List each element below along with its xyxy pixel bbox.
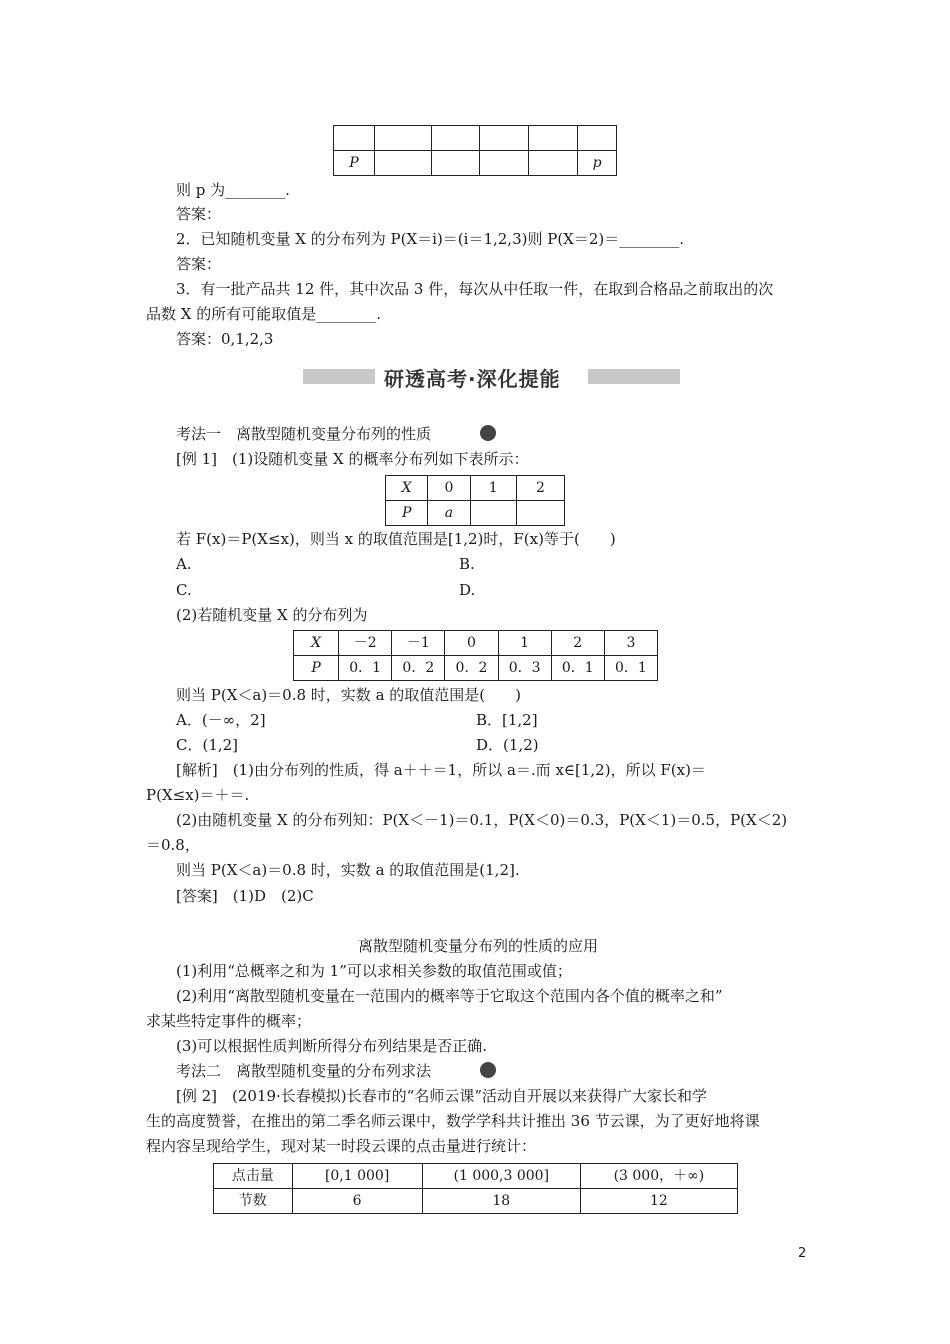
question-3-line-2: 品数 X 的所有可能取值是________. — [146, 305, 381, 323]
table-cell: X — [294, 631, 339, 656]
example-1-condition: 若 F(x)＝P(X≤x)，则当 x 的取值范围是[1,2)时，F(x)等于( ) — [176, 530, 616, 548]
summary-title: 离散型随机变量分布列的性质的应用 — [358, 937, 599, 955]
table-cell: 0．1 — [551, 656, 604, 681]
example-1-answer: [答案] (1)D (2)C — [176, 887, 314, 905]
table-cell — [334, 126, 375, 151]
table-cell: p — [578, 151, 617, 176]
page-number: 2 — [798, 1246, 807, 1261]
table-cell — [480, 151, 529, 176]
table-cell — [431, 151, 480, 176]
example-2-line-1: [例 2] (2019·长春模拟)长春市的“名师云课”活动自开展以来获得广大家长和学 — [176, 1087, 708, 1105]
table-cell: －1 — [392, 631, 445, 656]
table-cell: P — [294, 656, 339, 681]
table-cell: 6 — [292, 1189, 422, 1214]
banner-left-text: 研透高考 — [384, 367, 468, 391]
analysis-line-3: (2)由随机变量 X 的分布列知：P(X＜－1)＝0.1，P(X＜0)＝0.3，P(X＜1)＝0.5，P(X＜2) — [176, 811, 788, 829]
marker-dot-icon — [480, 1062, 496, 1078]
banner-right-bar — [588, 369, 680, 384]
question-1-line: 则 p 为________. — [176, 181, 290, 199]
summary-item-3: (3)可以根据性质判断所得分布列结果是否正确. — [176, 1037, 488, 1055]
banner-dot: · — [468, 367, 477, 391]
table-cell: P — [386, 501, 428, 526]
question-3-answer: 答案：0,1,2,3 — [176, 330, 274, 348]
table-cell: 0．2 — [392, 656, 445, 681]
option-2-d: D．(1,2) — [476, 736, 539, 754]
marker-dot-icon — [480, 425, 496, 441]
click-count-table — [213, 1163, 738, 1214]
table-cell: 节数 — [214, 1189, 293, 1214]
table-cell — [480, 126, 529, 151]
summary-item-1: (1)利用“总概率之和为 1”可以求相关参数的取值范围或值； — [176, 962, 572, 980]
table-cell — [516, 501, 564, 526]
question-1-answer: 答案： — [176, 205, 222, 223]
section-banner — [384, 363, 561, 392]
option-2-c: C．(1,2] — [176, 736, 239, 754]
table-row — [214, 1189, 738, 1214]
question-2-line: 2．已知随机变量 X 的分布列为 P(X＝i)＝(i＝1,2,3)则 P(X＝2)＝________. — [176, 230, 685, 248]
question-2-answer: 答案： — [176, 255, 222, 273]
example-1-intro: [例 1] (1)设随机变量 X 的概率分布列如下表所示： — [176, 450, 529, 468]
table-cell — [431, 126, 480, 151]
table-cell: 0．2 — [445, 656, 498, 681]
example-1-table — [385, 475, 565, 526]
option-2-b: B．[1,2] — [476, 711, 538, 729]
analysis-line-5: 则当 P(X＜a)＝0.8 时，实数 a 的取值范围是(1,2]. — [176, 861, 520, 879]
table-cell — [578, 126, 617, 151]
table-cell — [470, 501, 516, 526]
table-cell: 0．3 — [498, 656, 551, 681]
example-2-line-2: 生的高度赞誉，在推出的第二季名师云课中，数学学科共计推出 36 节云课，为了更好地将课 — [146, 1112, 760, 1130]
option-b: B. — [459, 555, 475, 573]
table-cell: －2 — [339, 631, 392, 656]
table-cell — [529, 151, 578, 176]
banner-right-text: 深化提能 — [476, 367, 561, 391]
table-cell: 0．1 — [339, 656, 392, 681]
table-cell: 2 — [551, 631, 604, 656]
table-row — [294, 656, 658, 681]
summary-item-2b: 求某些特定事件的概率； — [146, 1012, 312, 1030]
table-cell: 0 — [428, 476, 470, 501]
table-cell: 1 — [498, 631, 551, 656]
banner-left-bar — [303, 369, 375, 384]
table-cell: 12 — [580, 1189, 737, 1214]
analysis-line-2: P(X≤x)＝＋＝. — [146, 786, 250, 804]
table-row — [386, 501, 565, 526]
method-2-title: 考法二 离散型随机变量的分布列求法 — [176, 1062, 432, 1080]
table-row — [294, 631, 658, 656]
question-3-line-1: 3．有一批产品共 12 件，其中次品 3 件，每次从中任取一件，在取到合格品之前取出的次 — [176, 280, 774, 298]
analysis-line-4: ＝0.8， — [146, 836, 200, 854]
table-cell: a — [428, 501, 470, 526]
option-c: C. — [176, 581, 192, 599]
table-cell: 1 — [470, 476, 516, 501]
table-row — [214, 1164, 738, 1189]
table-cell: 18 — [422, 1189, 580, 1214]
example-1-part-2-intro: (2)若随机变量 X 的分布列为 — [176, 606, 368, 624]
summary-item-2a: (2)利用“离散型随机变量在一范围内的概率等于它取这个范围内各个值的概率之和” — [176, 987, 723, 1005]
option-a: A. — [176, 555, 192, 573]
method-1-title: 考法一 离散型随机变量分布列的性质 — [176, 425, 432, 443]
table-cell — [529, 126, 578, 151]
example-1-part-2-table — [293, 630, 658, 681]
table-cell — [374, 151, 431, 176]
table-cell: [0,1 000] — [292, 1164, 422, 1189]
example-1-part-2-question: 则当 P(X＜a)＝0.8 时，实数 a 的取值范围是( ) — [176, 686, 521, 704]
table-cell: X — [386, 476, 428, 501]
table-cell: 3 — [604, 631, 657, 656]
table-cell — [374, 126, 431, 151]
table-cell: P — [334, 151, 375, 176]
top-distribution-table — [333, 125, 617, 176]
table-row — [334, 126, 617, 151]
table-row — [334, 151, 617, 176]
table-cell: (3 000，＋∞) — [580, 1164, 737, 1189]
table-cell: (1 000,3 000] — [422, 1164, 580, 1189]
option-d: D. — [459, 581, 476, 599]
analysis-line-1: [解析] (1)由分布列的性质，得 a＋＋＝1，所以 a＝.而 x∈[1,2)，所以 F(x)＝ — [176, 761, 706, 779]
table-cell: 0．1 — [604, 656, 657, 681]
option-2-a: A．(－∞，2] — [176, 711, 266, 729]
table-cell: 0 — [445, 631, 498, 656]
table-row — [386, 476, 565, 501]
table-cell: 点击量 — [214, 1164, 293, 1189]
table-cell: 2 — [516, 476, 564, 501]
example-2-line-3: 程内容呈现给学生，现对某一时段云课的点击量进行统计： — [146, 1137, 537, 1155]
